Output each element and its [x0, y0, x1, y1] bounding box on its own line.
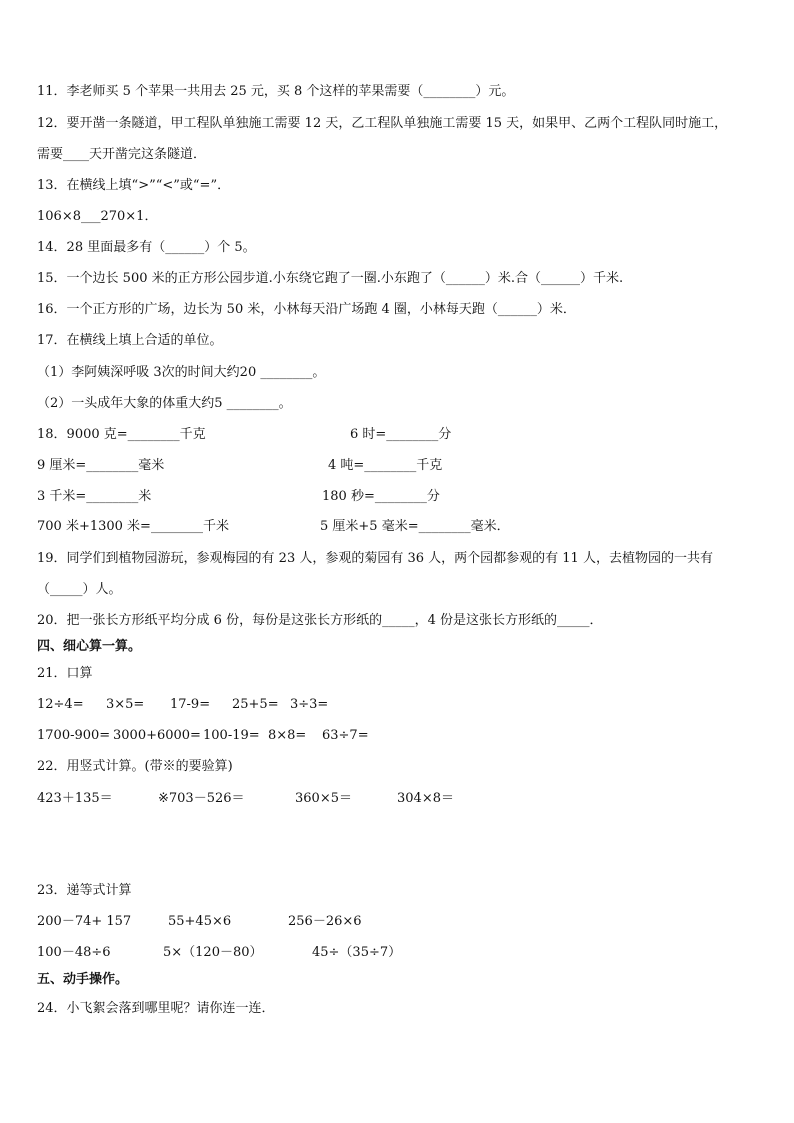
question-16: 16．一个正方形的广场，边长为 50 米，小林每天沿广场跑 4 圈，小林每天跑（______）米． — [37, 302, 576, 317]
question-12-line1: 12．要开凿一条隧道，甲工程队单独施工需要 12 天，乙工程队单独施工需要 15 天，如果甲、乙两个工程队同时施工， — [37, 116, 728, 131]
q22-item4: 304×8＝ — [397, 791, 454, 806]
q21-row1-item4: 25+5= — [232, 697, 279, 712]
question-14: 14．28 里面最多有（______）个 5。 — [37, 240, 256, 255]
question-13-expression: 106×8___270×1． — [37, 209, 158, 224]
q22-item2: ※703－526＝ — [158, 791, 245, 806]
q21-row1-item3: 17-9= — [170, 697, 211, 712]
question-15: 15．一个边长 500 米的正方形公园步道.小东绕它跑了一圈.小东跑了（______）米.合（______）千米. — [37, 271, 624, 286]
q23-row2-item3: 45÷（35÷7） — [312, 945, 402, 960]
q22-item3: 360×5＝ — [295, 791, 352, 806]
question-18-row1-left: 18．9000 克=________千克 — [37, 427, 206, 442]
question-17: 17．在横线上填上合适的单位。 — [37, 333, 223, 348]
section-5-heading: 五、动手操作。 — [37, 972, 129, 987]
q21-row2-item5: 63÷7= — [322, 728, 369, 743]
q21-row1-item2: 3×5= — [106, 697, 145, 712]
question-19-line1: 19．同学们到植物园游玩，参观梅园的有 23 人，参观的菊园有 36 人，两个园都参观的有 11 人，去植物园的一共有 — [37, 551, 713, 566]
q23-row1-item1: 200－74+ 157 — [37, 914, 132, 929]
question-23: 23．递等式计算 — [37, 883, 132, 898]
q22-item1: 423＋135＝ — [37, 791, 113, 806]
question-22: 22．用竖式计算。(带※的要验算) — [37, 759, 233, 774]
q21-row2-item2: 3000+6000= — [113, 728, 201, 743]
question-19-line2: （_____）人。 — [37, 582, 122, 597]
question-17-part1: （1）李阿姨深呼吸 3次的时间大约20 ________。 — [37, 365, 326, 380]
question-18-row4-left: 700 米+1300 米=________千米 — [37, 519, 229, 534]
question-21: 21．口算 — [37, 666, 93, 681]
q23-row2-item2: 5×（120－80） — [163, 945, 263, 960]
q21-row1-item1: 12÷4= — [37, 697, 84, 712]
q21-row2-item1: 1700-900= — [37, 728, 111, 743]
q21-row1-item5: 3÷3= — [290, 697, 329, 712]
question-18-row3-right: 180 秒=________分 — [322, 489, 440, 504]
section-4-heading: 四、细心算一算。 — [37, 639, 142, 654]
q23-row1-item3: 256－26×6 — [288, 914, 362, 929]
question-11: 11．李老师买 5 个苹果一共用去 25 元，买 8 个这样的苹果需要（________）元。 — [37, 84, 515, 99]
q21-row2-item4: 8×8= — [268, 728, 307, 743]
question-18-row4-right: 5 厘米+5 毫米=________毫米． — [320, 519, 510, 534]
q23-row1-item2: 55+45×6 — [168, 914, 232, 929]
question-24: 24．小飞絮会落到哪里呢？请你连一连． — [37, 1001, 275, 1016]
question-12-line2: 需要____天开凿完这条隧道． — [37, 147, 207, 162]
question-18-row2-left: 9 厘米=________毫米 — [37, 458, 165, 473]
question-13: 13．在横线上填“>”“<”或“=”． — [37, 178, 231, 193]
question-18-row2-right: 4 吨=________千克 — [328, 458, 443, 473]
question-20: 20．把一张长方形纸平均分成 6 份，每份是这张长方形纸的_____，4 份是这张长方形纸的_____． — [37, 613, 603, 628]
question-18-row3-left: 3 千米=________米 — [37, 489, 152, 504]
q21-row2-item3: 100-19= — [203, 728, 260, 743]
question-17-part2: （2）一头成年大象的体重大约5 ________。 — [37, 396, 292, 411]
q23-row2-item1: 100－48÷6 — [37, 945, 111, 960]
question-18-row1-right: 6 时=________分 — [350, 427, 452, 442]
